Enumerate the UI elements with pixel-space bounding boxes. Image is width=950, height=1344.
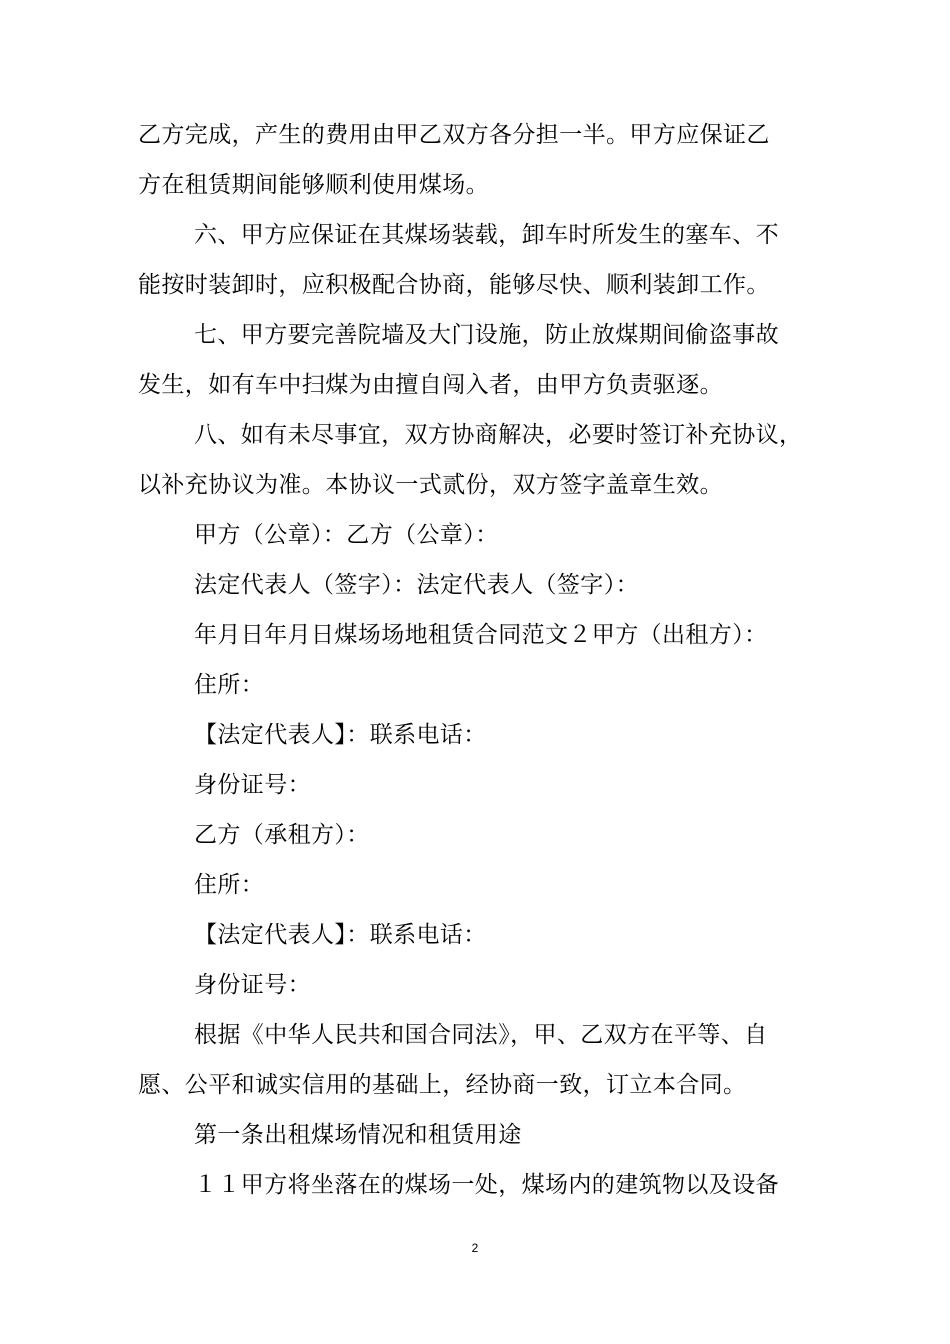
text-line: 乙方（承租方）： bbox=[194, 822, 370, 848]
text-line: 身份证号： bbox=[194, 972, 311, 998]
text-line: 第一条出租煤场情况和租赁用途 bbox=[194, 1122, 522, 1148]
text-line: 年月日年月日煤场场地租赁合同范文２甲方（出租方）： bbox=[194, 622, 768, 648]
text-line: 六、甲方应保证在其煤场装载，卸车时所发生的塞车、不 bbox=[194, 222, 779, 248]
text-line: 七、甲方要完善院墙及大门设施，防止放煤期间偷盗事故 bbox=[194, 322, 779, 348]
text-line: 法定代表人（签字）：法定代表人（签字）： bbox=[194, 572, 639, 598]
text-line: 甲方（公章）：乙方（公章）： bbox=[194, 522, 499, 548]
text-line: 乙方完成，产生的费用由甲乙双方各分担一半。甲方应保证乙 bbox=[138, 122, 770, 148]
document-body bbox=[138, 110, 828, 1210]
text-line: 八、如有未尽事宜，双方协商解决，必要时签订补充协议， bbox=[194, 422, 803, 448]
text-line: 发生，如有车中扫煤为由擅自闯入者，由甲方负责驱逐。 bbox=[138, 372, 723, 398]
text-line: 住所： bbox=[194, 872, 265, 898]
text-line: １１甲方将坐落在的煤场一处，煤场内的建筑物以及设备 bbox=[194, 1172, 779, 1198]
page-number: 2 bbox=[471, 1241, 479, 1255]
text-line: 身份证号： bbox=[194, 772, 311, 798]
text-line: 愿、公平和诚实信用的基础上，经协商一致，订立本合同。 bbox=[138, 1072, 747, 1098]
text-line: 能按时装卸时，应积极配合协商，能够尽快、顺利装卸工作。 bbox=[138, 272, 770, 298]
text-line: 【法定代表人】：联系电话： bbox=[194, 922, 487, 948]
text-line: 【法定代表人】：联系电话： bbox=[194, 722, 487, 748]
text-line: 住所： bbox=[194, 672, 265, 698]
text-line: 方在租赁期间能够顺利使用煤场。 bbox=[138, 172, 489, 198]
text-line: 以补充协议为准。本协议一式贰份，双方签字盖章生效。 bbox=[138, 472, 723, 498]
text-line: 根据《中华人民共和国合同法》，甲、乙双方在平等、自 bbox=[194, 1022, 768, 1048]
